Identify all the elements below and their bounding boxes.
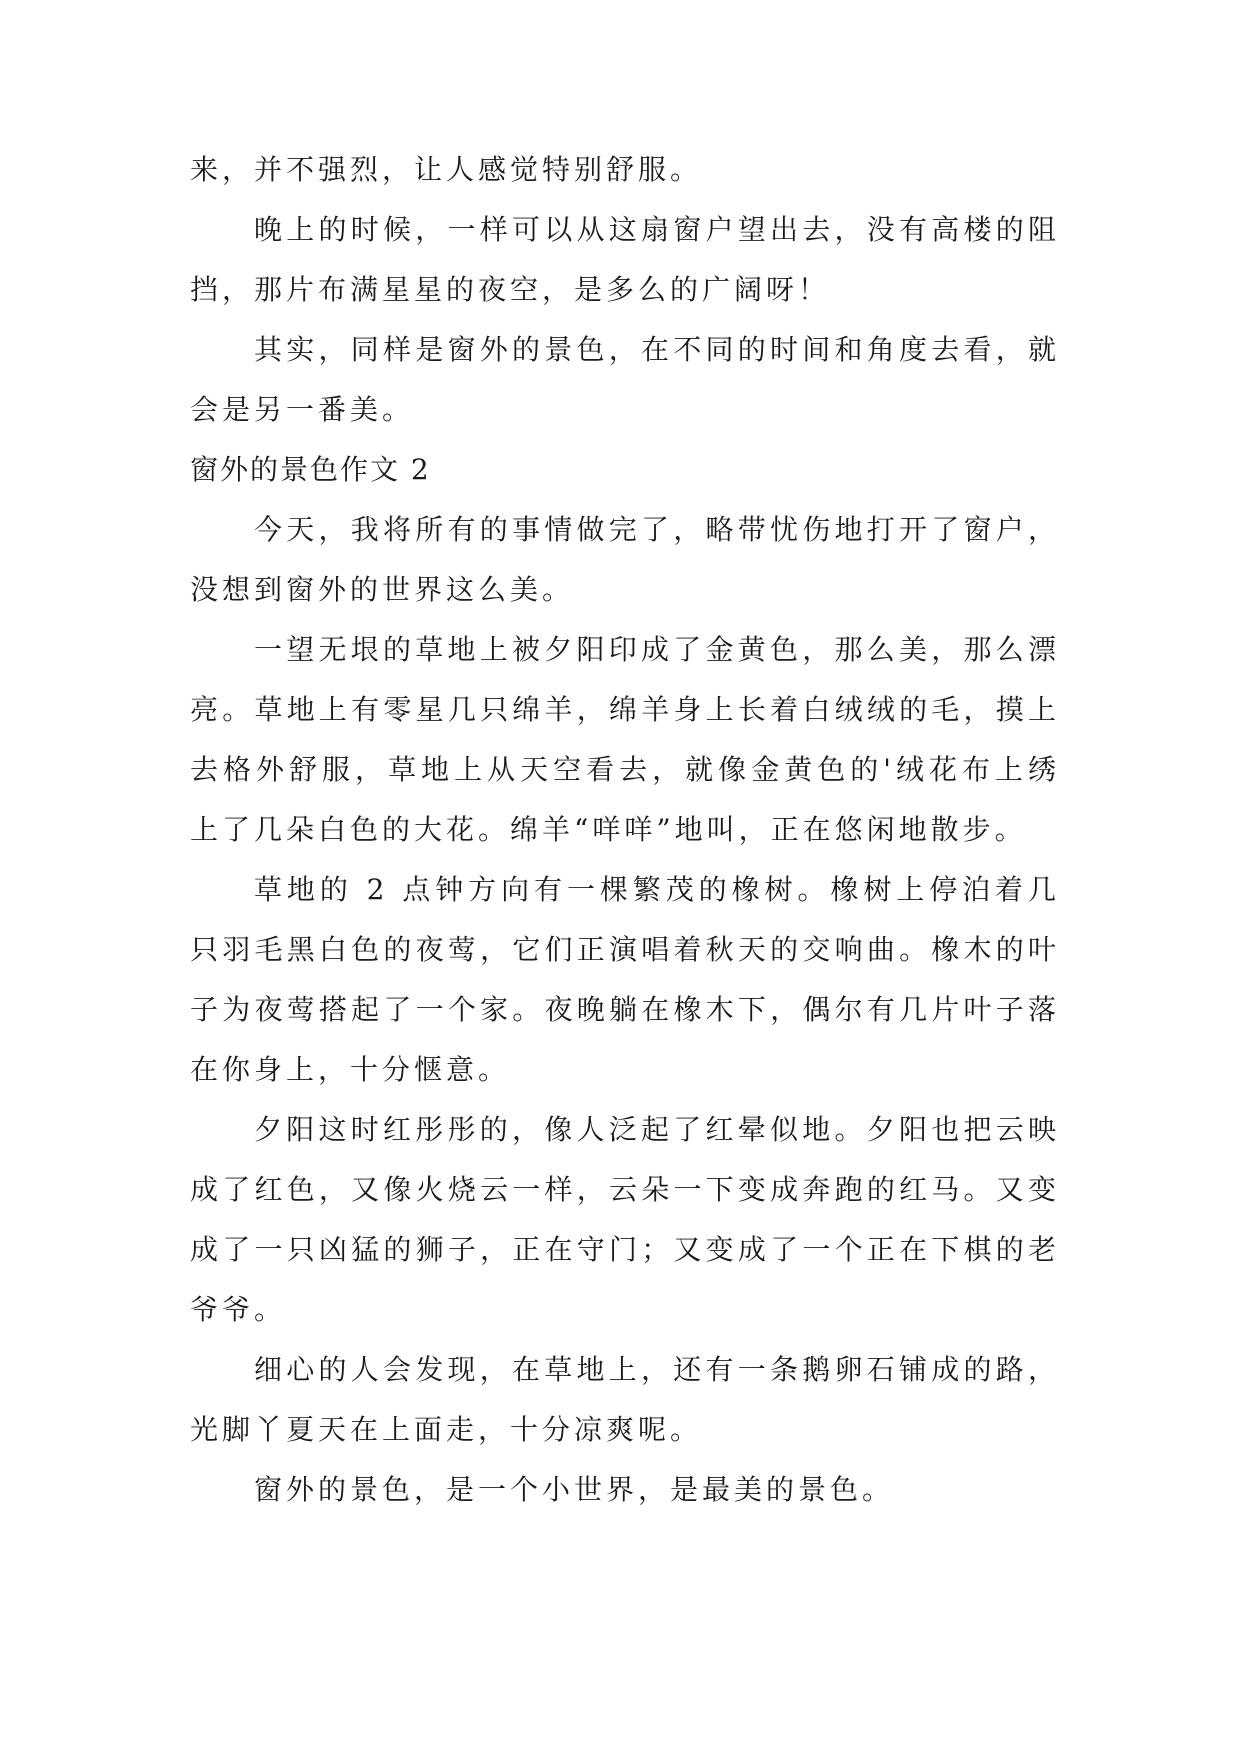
document-page <box>190 140 1060 1520</box>
paragraph-grassland-sheep: 一望无垠的草地上被夕阳印成了金黄色，那么美，那么漂亮。草地上有零星几只绵羊，绵羊身上长着白绒绒的毛，摸上去格外舒服，草地上从天空看去，就像金黄色的'绒花布上绣上了几朵白色的大花。绵羊“咩咩”地叫，正在悠闲地散步。 <box>190 633 1060 846</box>
paragraph-continuation: 来，并不强烈，让人感觉特别舒服。 <box>190 153 703 186</box>
paragraph-oak-tree: 草地的 2 点钟方向有一棵繁茂的橡树。橡树上停泊着几只羽毛黑白色的夜莺，它们正演唱着秋天的交响曲。橡木的叶子为夜莺搭起了一个家。夜晚躺在橡木下，偶尔有几片叶子落在你身上，十分惬意。 <box>190 873 1060 1086</box>
paragraph-pebble-path: 细心的人会发现，在草地上，还有一条鹅卵石铺成的路，光脚丫夏天在上面走，十分凉爽呢。 <box>190 1353 1060 1446</box>
essay-2-title: 窗外的景色作文 2 <box>190 453 431 486</box>
paragraph-night-view: 晚上的时候，一样可以从这扇窗户望出去，没有高楼的阻挡，那片布满星星的夜空，是多么的广阔呀！ <box>190 213 1060 306</box>
paragraph-opening-window: 今天，我将所有的事情做完了，略带忧伤地打开了窗户，没想到窗外的世界这么美。 <box>190 513 1060 606</box>
paragraph-final: 窗外的景色，是一个小世界，是最美的景色。 <box>254 1473 895 1506</box>
paragraph-conclusion-essay-1: 其实，同样是窗外的景色，在不同的时间和角度去看，就会是另一番美。 <box>190 333 1060 426</box>
paragraph-sunset-clouds: 夕阳这时红彤彤的，像人泛起了红晕似地。夕阳也把云映成了红色，又像火烧云一样，云朵一下变成奔跑的红马。又变成了一只凶猛的狮子，正在守门；又变成了一个正在下棋的老爷爷。 <box>190 1113 1060 1326</box>
